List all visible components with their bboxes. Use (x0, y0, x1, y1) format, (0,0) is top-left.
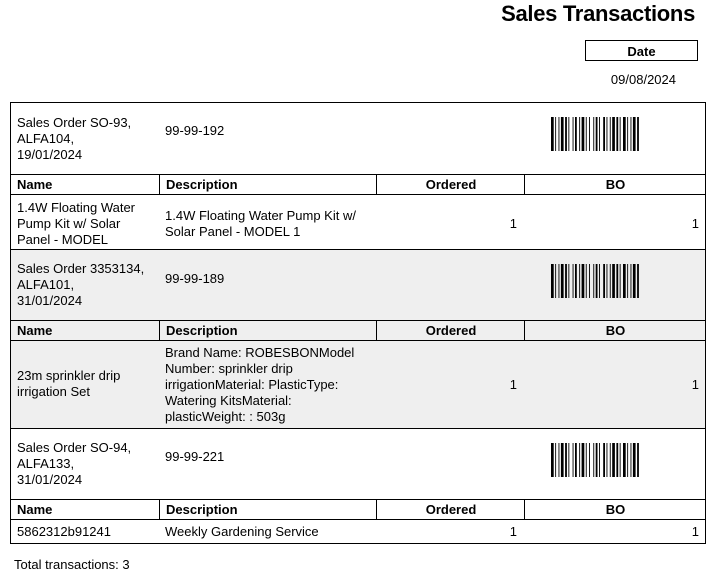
header-description: Description (159, 321, 383, 340)
total-transactions: Total transactions: 3 (14, 557, 130, 572)
header-name: Name (17, 502, 53, 517)
order-date: 31/01/2024 (17, 293, 83, 308)
item-name-line: Panel - MODEL (17, 232, 109, 247)
date-label: Date (585, 40, 698, 61)
order-info (17, 440, 131, 488)
item-ordered: 1 (509, 524, 517, 539)
header-description: Description (159, 500, 383, 519)
item-ordered: 1 (509, 216, 517, 231)
report-date: 09/08/2024 (610, 72, 676, 87)
item-description-line: 1.4W Floating Water Pump Kit w/ (165, 208, 356, 223)
item-name-line: 5862312b91241 (17, 524, 111, 539)
header-ordered: Ordered (376, 175, 525, 194)
order-header (11, 428, 705, 499)
item-name (17, 368, 157, 400)
header-name: Name (17, 323, 53, 338)
item-description-line: irrigationMaterial: PlasticType: (165, 377, 339, 392)
order-date: 31/01/2024 (17, 472, 83, 487)
item-name (17, 524, 157, 540)
barcode (551, 264, 673, 298)
item-name-line: irrigation Set (17, 384, 90, 399)
order-number: Sales Order 3353134, (17, 261, 145, 276)
table-header (11, 320, 705, 341)
item-bo: 1 (691, 524, 699, 539)
order-header (11, 249, 705, 320)
order-code: 99-99-189 (165, 271, 225, 286)
item-description-line: Weekly Gardening Service (165, 524, 319, 539)
order-customer: ALFA104, (17, 131, 75, 146)
table-row (11, 195, 705, 249)
order-customer: ALFA101, (17, 277, 75, 292)
header-bo: BO (524, 175, 706, 194)
table-header (11, 174, 705, 195)
item-description (165, 208, 375, 240)
order-date: 19/01/2024 (17, 147, 83, 162)
item-description-line: Brand Name: ROBESBONModel (165, 345, 355, 360)
barcode (551, 443, 673, 477)
order-code: 99-99-192 (165, 123, 225, 138)
item-description (165, 524, 375, 540)
order-customer: ALFA133, (17, 456, 75, 471)
header-ordered: Ordered (376, 500, 525, 519)
transactions-table (10, 102, 706, 544)
item-description-line: Solar Panel - MODEL 1 (165, 224, 301, 239)
item-description-line: plasticWeight: : 503g (165, 409, 286, 424)
header-bo: BO (524, 500, 706, 519)
item-description-line: Watering KitsMaterial: (165, 393, 292, 408)
order-number: Sales Order SO-93, (17, 115, 132, 130)
item-name-line: 1.4W Floating Water (17, 200, 136, 215)
header-description: Description (159, 175, 383, 194)
header-bo: BO (524, 321, 706, 340)
item-description-line: Number: sprinkler drip (165, 361, 293, 376)
item-name-line: Pump Kit w/ Solar (17, 216, 121, 231)
order-code: 99-99-221 (165, 449, 225, 464)
order-info (17, 115, 131, 163)
order-header (11, 103, 705, 174)
order-info (17, 261, 144, 309)
item-bo: 1 (691, 216, 699, 231)
table-header (11, 499, 705, 520)
item-name (17, 200, 157, 248)
item-description (165, 345, 375, 425)
table-row (11, 341, 705, 428)
item-name-line: 23m sprinkler drip (17, 368, 121, 383)
barcode (551, 117, 673, 151)
header-ordered: Ordered (376, 321, 525, 340)
item-bo: 1 (691, 377, 699, 392)
header-name: Name (17, 177, 53, 192)
report-title: Sales Transactions (501, 1, 695, 26)
order-number: Sales Order SO-94, (17, 440, 132, 455)
table-row (11, 520, 705, 543)
item-ordered: 1 (509, 377, 517, 392)
